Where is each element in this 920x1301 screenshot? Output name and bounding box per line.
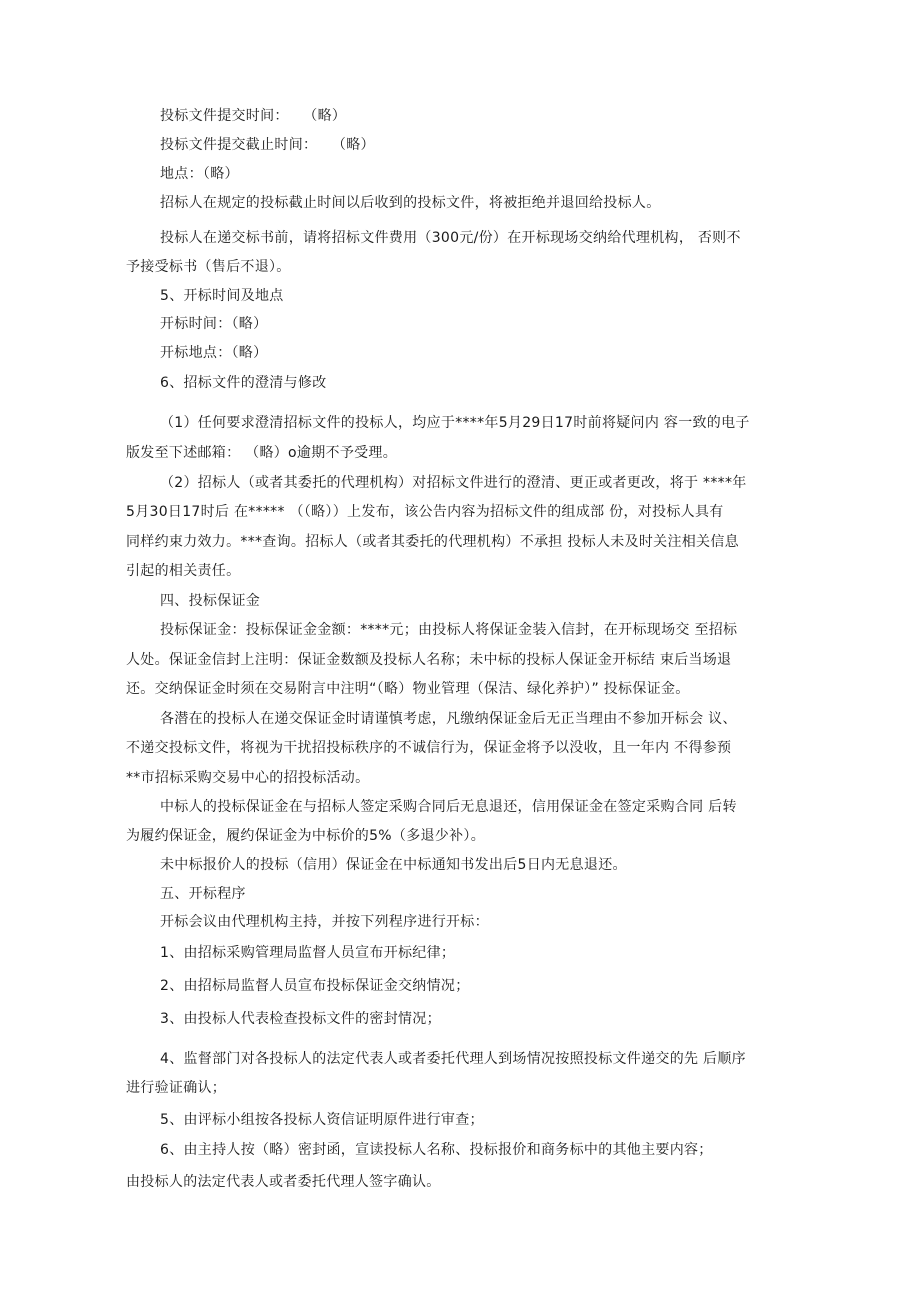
section-heading: 五、开标程序: [160, 886, 246, 902]
section-heading: 6、招标文件的澄清与修改: [160, 375, 327, 391]
text-line: 招标人在规定的投标截止时间以后收到的投标文件，将被拒绝并退回给投标人。: [160, 195, 661, 211]
text-line: （1）任何要求澄清招标文件的投标人，均应于****年5月29日17时前将疑问内 容一致的电子: [160, 415, 750, 431]
list-item: 4、监督部门对各投标人的法定代表人或者委托代理人到场情况按照投标文件递交的先 后顺序: [160, 1051, 746, 1067]
text-line: 投标保证金：投标保证金金额：****元；由投标人将保证金装入信封，在开标现场交 至招标: [160, 622, 738, 638]
text-line: 为履约保证金，履约保证金为中标价的5%（多退少补）。: [126, 828, 486, 844]
text-line: 未中标报价人的投标（信用）保证金在中标通知书发出后5日内无息退还。: [160, 857, 627, 873]
text-line: **市招标采购交易中心的招投标活动。: [126, 770, 370, 786]
text-line: 由投标人的法定代表人或者委托代理人签字确认。: [126, 1174, 441, 1190]
list-item: 5、由评标小组按各投标人资信证明原件进行审查；: [160, 1112, 484, 1128]
text-line: 同样约束力效力。***查询。招标人（或者其委托的代理机构）不承担 投标人未及时关注相关信息: [126, 534, 739, 550]
text-line: 投标文件提交时间： （略）: [160, 108, 347, 124]
text-line: 开标地点：（略）: [160, 345, 268, 361]
text-line: 予接受标书（售后不退）。: [126, 259, 291, 275]
text-line: 开标会议由代理机构主持，并按下列程序进行开标：: [160, 914, 489, 930]
text-line: 版发至下述邮箱： （略）o逾期不予受理。: [126, 445, 398, 461]
text-line: 中标人的投标保证金在与招标人签定采购合同后无息退还，信用保证金在签定采购合同 后转: [160, 799, 737, 815]
text-line: 不递交投标文件，将视为干扰招投标秩序的不诚信行为，保证金将予以没收，且一年内 不得参预: [126, 740, 732, 756]
text-line: 地点：（略）: [160, 166, 239, 182]
text-line: 引起的相关责任。: [126, 563, 241, 579]
text-line: 还。交纳保证金时须在交易附言中注明“（略）物业管理（保洁、绿化养护）” 投标保证金。: [126, 681, 690, 697]
list-item: 2、由招标局监督人员宣布投标保证金交纳情况；: [160, 978, 470, 994]
text-line: 各潜在的投标人在递交保证金时请谨慎考虑，凡缴纳保证金后无正当理由不参加开标会 议、: [160, 711, 737, 727]
section-heading: 5、开标时间及地点: [160, 288, 284, 304]
text-line: （2）招标人（或者其委托的代理机构）对招标文件进行的澄清、更正或者更改，将于 ****年: [160, 475, 747, 491]
list-item: 3、由投标人代表检查投标文件的密封情况；: [160, 1011, 441, 1027]
text-line: 人处。保证金信封上注明：保证金数额及投标人名称；未中标的投标人保证金开标结 束后当场退: [126, 652, 732, 668]
list-item: 1、由招标采购管理局监督人员宣布开标纪律；: [160, 945, 456, 961]
text-line: 5月30日17时后 在***** （（略））上发布，该公告内容为招标文件的组成部 份，对投标人具有: [126, 504, 724, 520]
text-line: 投标文件提交截止时间： （略）: [160, 137, 375, 153]
text-line: 进行验证确认；: [126, 1080, 227, 1096]
list-item: 6、由主持人按（略）密封函，宣读投标人名称、投标报价和商务标中的其他主要内容；: [160, 1142, 713, 1158]
section-heading: 四、投标保证金: [160, 593, 261, 609]
text-line: 投标人在递交标书前，请将招标文件费用（300元/份）在开标现场交纳给代理机构， 否则不: [160, 230, 741, 246]
text-line: 开标时间：（略）: [160, 316, 268, 332]
